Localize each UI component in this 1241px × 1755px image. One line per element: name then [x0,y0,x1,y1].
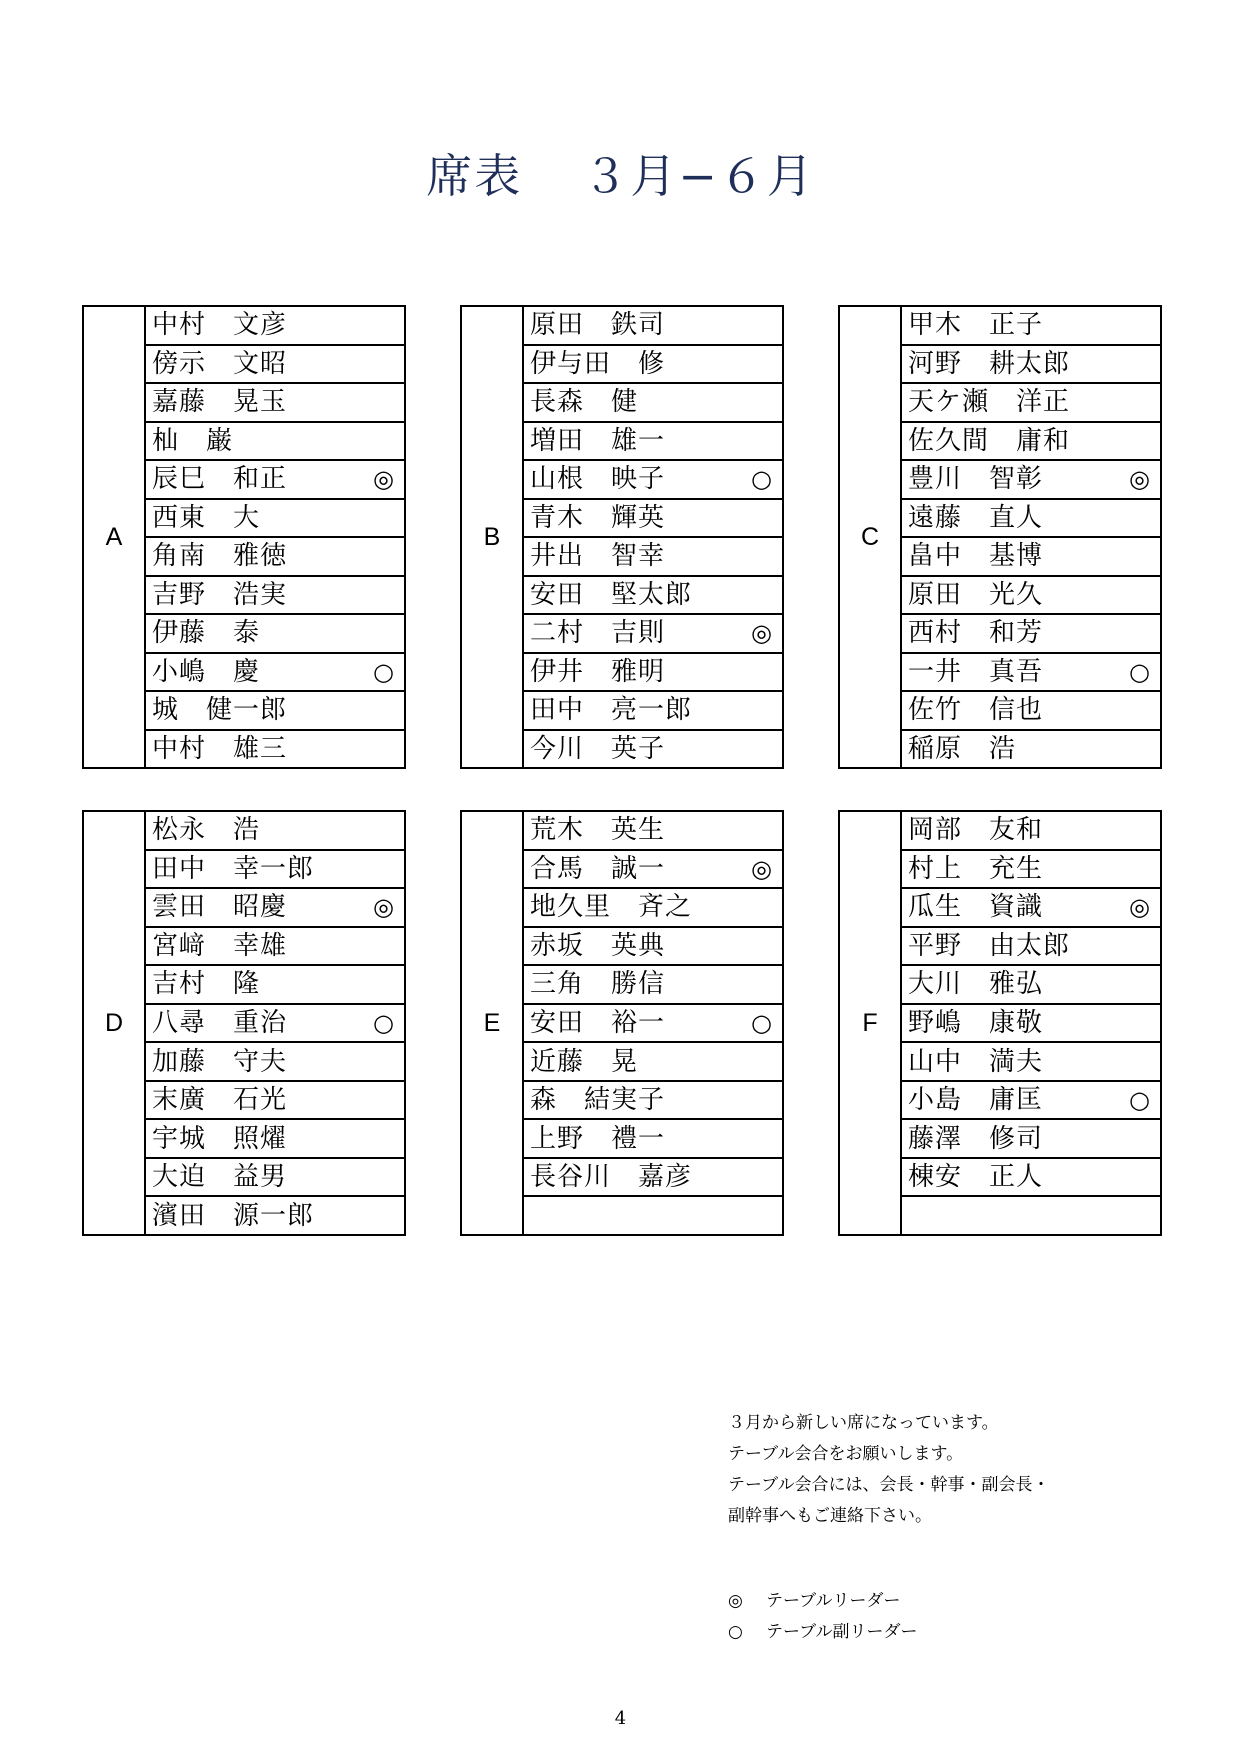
table-row [902,1080,1160,1119]
member-name: 加藤 守夫 [152,1046,288,1077]
table-row [146,887,404,926]
member-name: 八尋 重治 [152,1008,288,1038]
member-name: 河野 耕太郎 [908,348,1071,379]
table-row [524,1157,782,1196]
member-name: 村上 充生 [908,853,1044,884]
member-name: 上野 禮一 [530,1123,666,1154]
member-name: 原田 鉄司 [530,310,666,341]
page-title [0,140,1241,206]
member-name: 遠藤 直人 [908,502,1044,533]
table-row [524,690,782,729]
table-row [146,536,404,575]
page-number: 4 [614,1708,627,1729]
seat-table-e [460,810,784,1236]
member-name: 中村 文彦 [152,310,288,341]
table-row [902,1118,1160,1157]
table-rows [146,307,404,767]
table-rows [524,812,782,1234]
table-row [524,459,782,498]
table-row [146,652,404,691]
legend-label: テーブル副リーダー [766,1622,918,1642]
double-circle-icon: ◎ [751,619,772,648]
table-label: D [84,812,146,1234]
table-label: C [840,307,902,767]
member-name: 傍示 文昭 [152,348,288,379]
member-name: 赤坂 英典 [530,930,666,961]
table-row [524,812,782,849]
member-name: 安田 裕一 [530,1008,666,1038]
member-name: 野嶋 康敬 [908,1008,1044,1038]
table-row [146,1080,404,1119]
table-row [146,964,404,1003]
member-name: 岡部 友和 [908,815,1044,846]
circle-icon: ○ [373,657,394,686]
member-name: 吉村 隆 [152,969,261,1000]
table-row [146,498,404,537]
member-name: 大川 雅弘 [908,969,1044,1000]
double-circle-icon: ◎ [1129,465,1150,494]
member-name: 大迫 益男 [152,1162,288,1193]
member-name: 辰巳 和正 [152,464,288,495]
table-row [146,421,404,460]
circle-icon: ○ [1129,1086,1150,1115]
table-row [902,729,1160,768]
member-name: 稲原 浩 [908,733,1017,764]
notice-text [728,1408,1049,1532]
member-name: 地久里 斉之 [530,892,693,923]
member-name: 山根 映子 [530,464,666,495]
member-name: 伊藤 泰 [152,618,261,649]
table-row [524,307,782,344]
member-name: 平野 由太郎 [908,930,1071,961]
member-name: 甲木 正子 [908,310,1044,341]
member-name: 一井 真吾 [908,656,1044,687]
title-main: 席表 [426,149,523,203]
member-name: 天ケ瀬 洋正 [908,387,1071,418]
table-row [146,382,404,421]
seat-table-a [82,305,406,769]
table-row [524,613,782,652]
member-name: 長森 健 [530,387,639,418]
member-name: 合馬 誠一 [530,853,666,884]
table-row [524,1195,782,1234]
table-row [902,498,1160,537]
table-row [524,498,782,537]
table-row [146,1041,404,1080]
table-row [524,652,782,691]
table-row [902,307,1160,344]
member-name: 嘉藤 晃玉 [152,387,288,418]
member-name: 三角 勝信 [530,969,666,1000]
table-row [524,729,782,768]
title-period: ３月−６月 [582,149,815,203]
member-name: 濱田 源一郎 [152,1200,315,1231]
member-name: 伊井 雅明 [530,656,666,687]
member-name: 佐久間 庸和 [908,425,1071,456]
notice-line: テーブル会合には、会長・幹事・副会長・ [728,1475,1050,1495]
table-row [902,421,1160,460]
table-row [146,307,404,344]
member-name: 近藤 晃 [530,1046,639,1077]
member-name: 城 健一郎 [152,695,288,726]
table-row [524,421,782,460]
table-row [524,575,782,614]
member-name: 瓜生 資識 [908,892,1044,923]
table-row [524,1041,782,1080]
member-name: 藤澤 修司 [908,1123,1044,1154]
member-name: 井出 智幸 [530,541,666,572]
member-name: 原田 光久 [908,579,1044,610]
table-row [146,926,404,965]
table-row [146,1003,404,1042]
table-row [146,613,404,652]
table-row [146,1157,404,1196]
member-name: 今川 英子 [530,733,666,764]
member-name: 宮﨑 幸雄 [152,930,288,961]
table-rows [902,307,1160,767]
member-name: 田中 幸一郎 [152,853,315,884]
member-name: 長谷川 嘉彦 [530,1162,693,1193]
double-circle-icon: ◎ [728,1591,743,1611]
member-name: 中村 雄三 [152,733,288,764]
table-row [902,849,1160,888]
member-name: 吉野 浩実 [152,579,288,610]
member-name: 角南 雅徳 [152,541,288,572]
table-row [902,887,1160,926]
table-row [902,812,1160,849]
table-row [524,1080,782,1119]
notice-line: 副幹事へもご連絡下さい。 [728,1506,932,1526]
table-rows [146,812,404,1234]
legend [728,1586,917,1648]
member-name: 西東 大 [152,502,261,533]
member-name: 二村 吉則 [530,618,666,649]
table-row [146,344,404,383]
circle-icon: ○ [751,1009,772,1037]
table-row [524,344,782,383]
circle-icon: ○ [751,465,772,494]
table-row [524,382,782,421]
table-row [524,1118,782,1157]
table-row [146,1195,404,1234]
table-row [524,887,782,926]
table-row [146,849,404,888]
table-row [902,575,1160,614]
member-name: 森 結実子 [530,1085,666,1116]
table-row [524,849,782,888]
member-name: 青木 輝英 [530,502,666,533]
table-row [524,964,782,1003]
table-row [146,1118,404,1157]
table-row [146,729,404,768]
double-circle-icon: ◎ [373,465,394,494]
seat-table-d [82,810,406,1236]
table-row [146,575,404,614]
table-row [524,536,782,575]
table-row [902,652,1160,691]
member-name: 荒木 英生 [530,815,666,846]
table-rows [524,307,782,767]
table-row [902,382,1160,421]
member-name: 豊川 智彰 [908,464,1044,495]
table-row [902,1003,1160,1042]
double-circle-icon: ◎ [751,854,772,883]
table-row [902,690,1160,729]
member-name: 宇城 照燿 [152,1123,288,1154]
table-row [902,1041,1160,1080]
seat-table-c [838,305,1162,769]
table-row [902,1157,1160,1196]
circle-icon: ○ [1129,657,1150,686]
table-rows [902,812,1160,1234]
table-row [146,690,404,729]
table-label: B [462,307,524,767]
member-name: 末廣 石光 [152,1085,288,1116]
member-name: 安田 堅太郎 [530,579,693,610]
table-row [902,344,1160,383]
double-circle-icon: ◎ [373,893,394,922]
member-name: 田中 亮一郎 [530,695,693,726]
circle-icon: ○ [373,1009,394,1037]
table-label: F [840,812,902,1234]
table-label: A [84,307,146,767]
member-name: 畠中 基博 [908,541,1044,572]
seat-table-f [838,810,1162,1236]
member-name: 小島 庸匡 [908,1085,1044,1116]
table-row [902,926,1160,965]
member-name: 松永 浩 [152,815,261,846]
table-row [902,613,1160,652]
table-row [902,964,1160,1003]
seat-table-b [460,305,784,769]
table-row [146,459,404,498]
legend-item-leader [728,1586,917,1617]
circle-icon: ○ [728,1622,743,1642]
member-name: 棟安 正人 [908,1162,1044,1193]
table-row [902,459,1160,498]
member-name: 佐竹 信也 [908,695,1044,726]
table-row [902,536,1160,575]
table-row [146,812,404,849]
member-name: 杣 巌 [152,425,234,456]
notice-line: ３月から新しい席になっています。 [728,1413,999,1433]
member-name: 山中 満夫 [908,1046,1044,1077]
member-name: 小嶋 慶 [152,656,261,687]
legend-label: テーブルリーダー [766,1591,901,1611]
double-circle-icon: ◎ [1129,893,1150,922]
table-row [902,1195,1160,1234]
member-name: 増田 雄一 [530,425,666,456]
table-row [524,1003,782,1042]
member-name: 伊与田 修 [530,348,666,379]
member-name: 西村 和芳 [908,618,1044,649]
notice-line: テーブル会合をお願いします。 [728,1444,964,1464]
table-row [524,926,782,965]
table-label: E [462,812,524,1234]
member-name: 雲田 昭慶 [152,892,288,923]
legend-item-sub-leader [728,1617,917,1648]
